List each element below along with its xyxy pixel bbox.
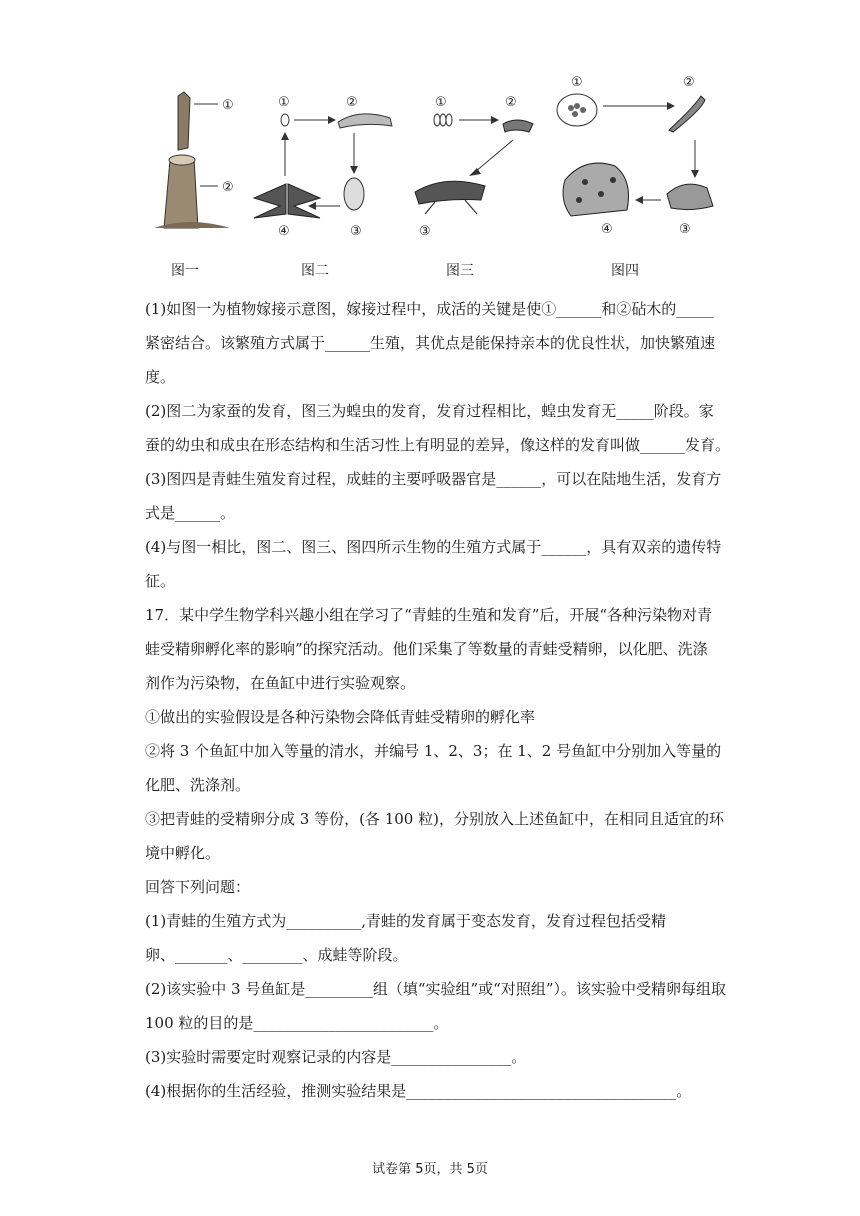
label-2: ②	[683, 75, 695, 90]
figure-4-frog-diagram	[555, 70, 725, 245]
label-4: ④	[278, 224, 290, 238]
text-line: 回答下列问题：	[145, 878, 251, 896]
text-line: 蚕的幼虫和成虫在形态结构和生活习性上有明显的差异，像这样的发育叫做______发育。	[145, 436, 731, 454]
label-3: ③	[350, 224, 362, 238]
label-2: ②	[505, 95, 517, 110]
question-17-line: 17．某中学生物学科兴趣小组在学习了“青蛙的生殖和发育”后，开展“各种污染物对青	[145, 606, 713, 624]
text-line: 征。	[145, 572, 176, 590]
text-line: (4)根据你的生活经验，推测实验结果是____________________________________。	[145, 1082, 692, 1100]
text-line: 紧密结合。该繁殖方式属于______生殖，其优点是能保持亲本的优良性状，加快繁殖速	[145, 334, 716, 352]
text-line: (1)青蛙的生殖方式为__________,青蛙的发育属于变态发育，发育过程包括受精	[145, 912, 667, 930]
text-line: (3)实验时需要定时观察记录的内容是________________。	[145, 1048, 527, 1066]
label-1: ①	[435, 95, 447, 110]
figure-3-locust-diagram	[405, 88, 555, 238]
text-line: 100 粒的目的是________________________。	[145, 1014, 449, 1032]
text-line: (3)图四是青蛙生殖发育过程，成蛙的主要呼吸器官是______，可以在陆地生活，发育方	[145, 470, 722, 488]
text-line: 化肥、洗涤剂。	[145, 776, 251, 794]
text-line: (2)该实验中 3 号鱼缸是_________组（填“实验组”或“对照组”）。该实验中受精卵每组取	[145, 980, 727, 998]
caption-figure-3: 图三	[446, 263, 474, 279]
figure-2-silkworm-diagram	[250, 88, 410, 238]
caption-figure-2: 图二	[301, 263, 329, 279]
text-line: (1)如图一为植物嫁接示意图，嫁接过程中，成活的关键是使①______和②砧木的_____	[145, 300, 714, 318]
label-1: ①	[571, 75, 583, 90]
text-line: 剂作为污染物，在鱼缸中进行实验观察。	[145, 674, 416, 692]
text-line: ①做出的实验假设是各种污染物会降低青蛙受精卵的孵化率	[145, 708, 536, 726]
text-line: (4)与图一相比，图二、图三、图四所示生物的生殖方式属于______，具有双亲的遗传特	[145, 538, 722, 556]
text-line: ③把青蛙的受精卵分成 3 等份，(各 100 粒)，分别放入上述鱼缸中，在相同且适宜的环	[145, 810, 724, 828]
text-line: 式是______。	[145, 504, 236, 522]
label-1: ①	[278, 95, 290, 110]
text-line: ②将 3 个鱼缸中加入等量的清水，并编号 1、2、3；在 1、2 号鱼缸中分别加入等量的	[145, 742, 722, 760]
label-2: ②	[346, 95, 358, 110]
label-2: ②	[222, 180, 234, 195]
label-3: ③	[679, 222, 691, 237]
caption-figure-1: 图一	[171, 263, 199, 279]
text-line: (2)图二为家蚕的发育，图三为蝗虫的发育，发育过程相比，蝗虫发育无_____阶段。家	[145, 402, 714, 420]
label-1: ①	[222, 98, 234, 113]
caption-figure-4: 图四	[611, 263, 639, 279]
label-4: ④	[601, 222, 613, 237]
text-line: 卵、_______、________、成蛙等阶段。	[145, 946, 408, 964]
label-3: ③	[419, 224, 431, 238]
page-footer: 试卷第 5页，共 5页	[372, 1162, 488, 1177]
figure-1-grafting-diagram	[150, 88, 250, 233]
text-line: 度。	[145, 368, 176, 386]
text-line: 蛙受精卵孵化率的影响”的探究活动。他们采集了等数量的青蛙受精卵，以化肥、洗涤	[145, 640, 708, 658]
text-line: 境中孵化。	[145, 844, 221, 862]
